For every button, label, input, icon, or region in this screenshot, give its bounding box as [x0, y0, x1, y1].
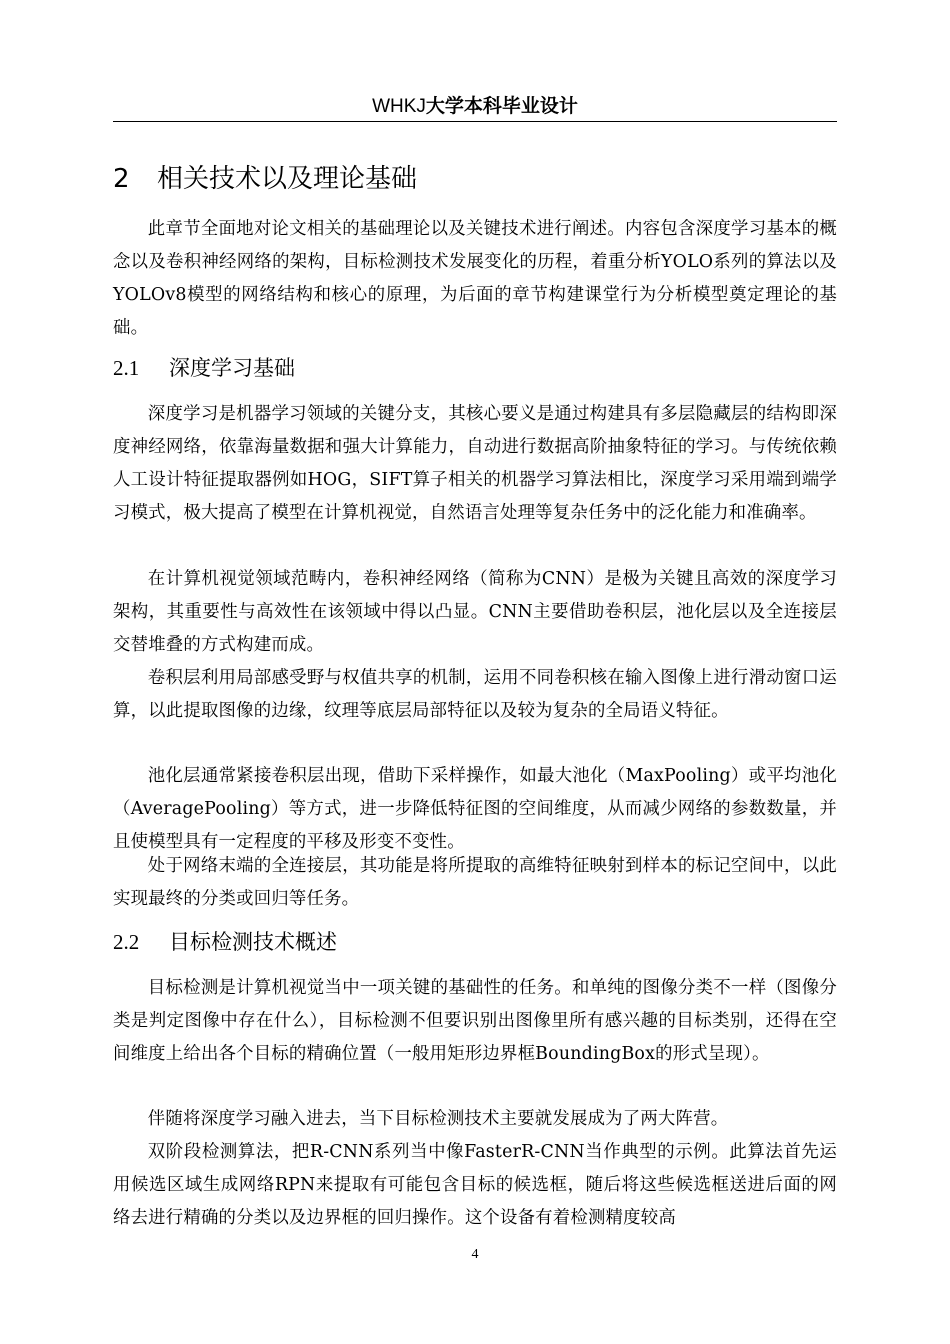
- chapter-title: 相关技术以及理论基础: [157, 164, 418, 194]
- paragraph: 深度学习是机器学习领域的关键分支，其核心要义是通过构建具有多层隐藏层的结构即深度神经网络，依靠海量数据和强大计算能力，自动进行数据高阶抽象特征的学习。与传统依赖人工设计特征提取器例如HOG，SIFT算子相关的机器学习算法相比，深度学习采用端到端学习模式，极大提高了模型在计算机视觉，自然语言处理等复杂任务中的泛化能力和准确率。: [113, 404, 837, 523]
- paragraph: 池化层通常紧接卷积层出现，借助下采样操作，如最大池化（MaxPooling）或平均池化（AveragePooling）等方式，进一步降低特征图的空间维度，从而减少网络的参数数量，并且使模型具有一定程度的平移及形变不变性。: [113, 766, 837, 852]
- chapter-heading: [113, 162, 417, 196]
- paragraph: 伴随将深度学习融入进去，当下目标检测技术主要就发展成为了两大阵营。: [147, 1109, 729, 1129]
- section-heading-2-1: [113, 354, 295, 382]
- section-title: 深度学习基础: [169, 356, 295, 380]
- chapter-number: 2: [113, 164, 130, 194]
- intro-paragraph: 此章节全面地对论文相关的基础理论以及关键技术进行阐述。内容包含深度学习基本的概念以及卷积神经网络的架构，目标检测技术发展变化的历程，着重分析YOLO系列的算法以及YOLOv8模型的网络结构和核心的原理，为后面的章节构建课堂行为分析模型奠定理论的基础。: [113, 219, 837, 338]
- paragraph: 目标检测是计算机视觉当中一项关键的基础性的任务。和单纯的图像分类不一样（图像分类是判定图像中存在什么），目标检测不但要识别出图像里所有感兴趣的目标类别，还得在空间维度上给出各个目标的精确位置（一般用矩形边界框BoundingBox的形式呈现）。: [113, 978, 837, 1064]
- header-rule: [113, 121, 837, 122]
- section-heading-2-2: [113, 928, 337, 956]
- paragraph: 卷积层利用局部感受野与权值共享的机制，运用不同卷积核在输入图像上进行滑动窗口运算，以此提取图像的边缘，纹理等底层局部特征以及较为复杂的全局语义特征。: [113, 668, 837, 721]
- page-header: [113, 94, 837, 119]
- paragraph: 处于网络末端的全连接层，其功能是将所提取的高维特征映射到样本的标记空间中，以此实现最终的分类或回归等任务。: [113, 856, 837, 909]
- paragraph: 双阶段检测算法，把R-CNN系列当中像FasterR-CNN当作典型的示例。此算法首先运用候选区域生成网络RPN来提取有可能包含目标的候选框，随后将这些候选框送进后面的网络去进行精确的分类以及边界框的回归操作。这个设备有着检测精度较高: [113, 1142, 837, 1228]
- header-title: 大学本科毕业设计: [425, 95, 578, 117]
- header-brand: WHKJ: [372, 96, 426, 117]
- page-number: 4: [471, 1247, 479, 1262]
- paragraph: 在计算机视觉领域范畴内，卷积神经网络（简称为CNN）是极为关键且高效的深度学习架构，其重要性与高效性在该领域中得以凸显。CNN主要借助卷积层，池化层以及全连接层交替堆叠的方式构建而成。: [113, 569, 837, 655]
- section-title: 目标检测技术概述: [169, 930, 337, 954]
- section-number: 2.1: [113, 356, 140, 380]
- section-number: 2.2: [113, 930, 140, 954]
